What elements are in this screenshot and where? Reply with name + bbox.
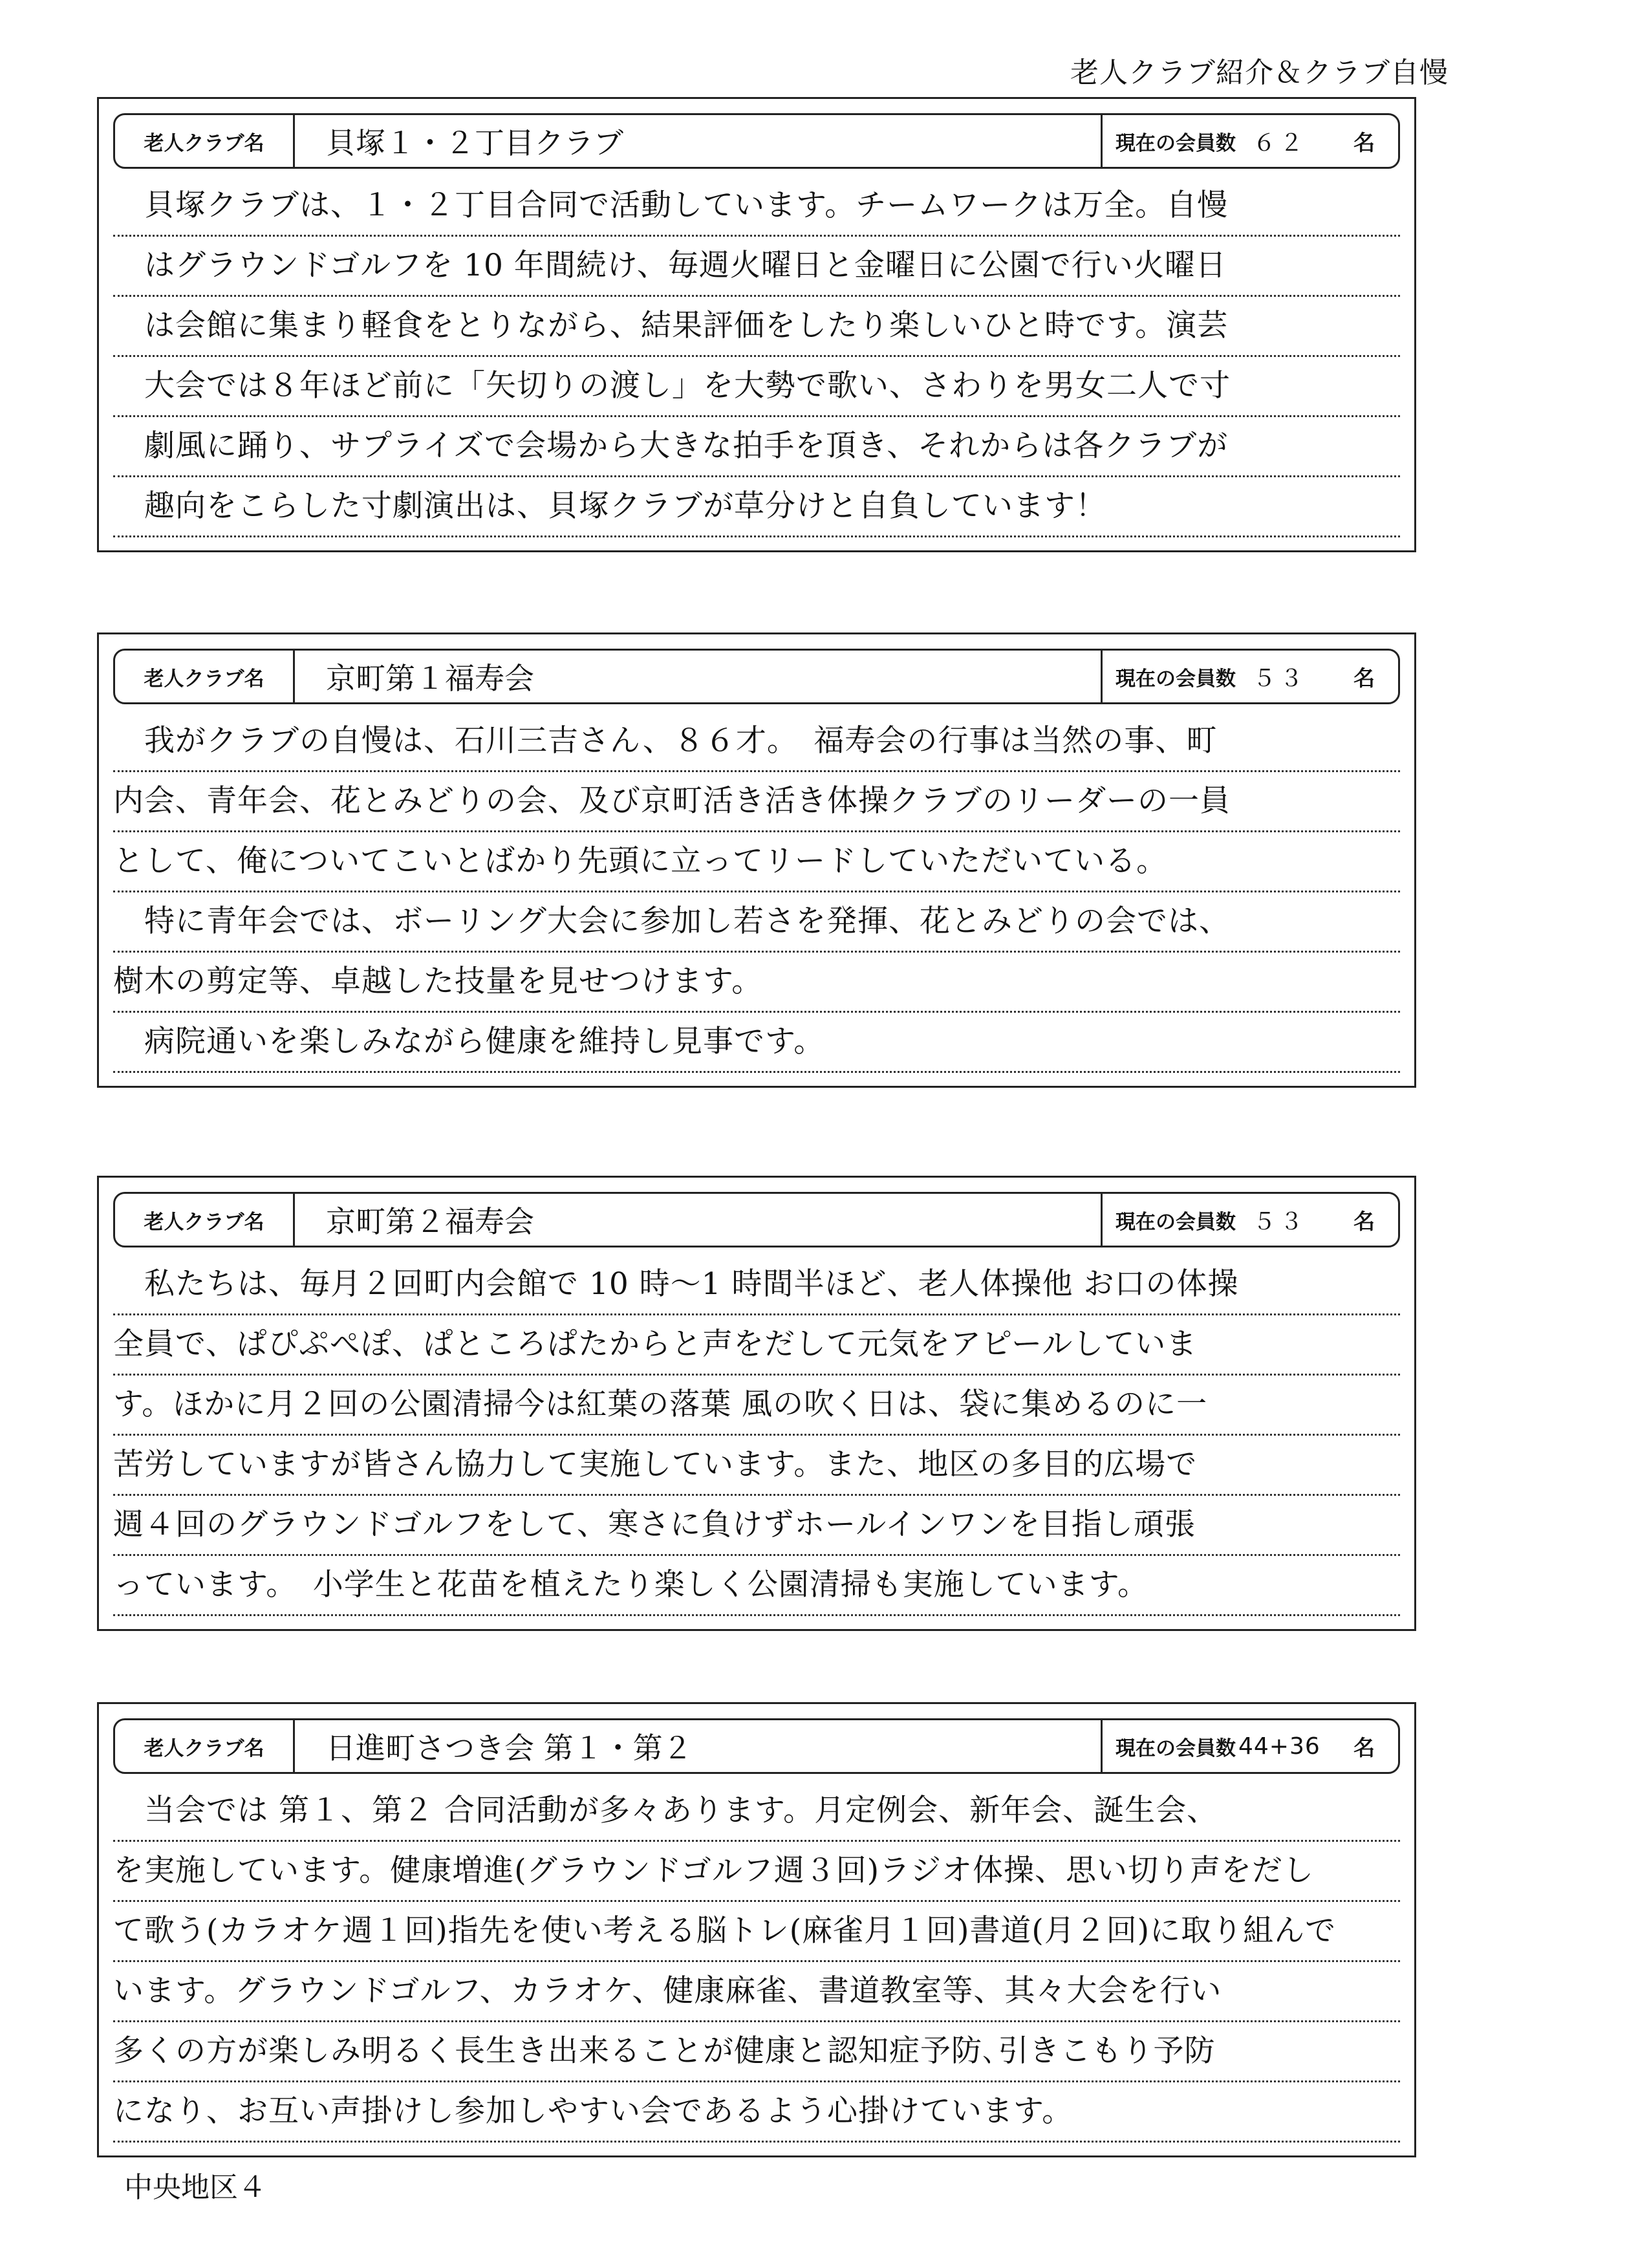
member-count-value: 44+36 <box>1238 1733 1320 1760</box>
text-line: は会館に集まり軽食をとりながら、結果評価をしたり楽しいひと時です。演芸 <box>113 297 1400 357</box>
text-line: 我がクラブの自慢は、石川三吉さん、８６才。 福寿会の行事は当然の事、町 <box>113 712 1400 772</box>
club-description <box>113 712 1400 1073</box>
club-name: 京町第１福寿会 <box>326 661 534 696</box>
club-header <box>113 113 1400 169</box>
text-line: す。ほかに月２回の公園清掃今は紅葉の落葉 風の吹く日は、袋に集めるのに一 <box>113 1376 1400 1436</box>
text-line: います。グラウンドゴルフ、カラオケ、健康麻雀、書道教室等、其々大会を行い <box>113 1962 1400 2022</box>
text-line: 苦労していますが皆さん協力して実施しています。また、地区の多目的広場で <box>113 1436 1400 1496</box>
club-name: 貝塚１・２丁目クラブ <box>326 125 623 160</box>
member-count <box>1101 115 1398 167</box>
club-name: 京町第２福寿会 <box>326 1204 534 1239</box>
text-line: 趣向をこらした寸劇演出は、貝塚クラブが草分けと自負しています！ <box>113 477 1400 537</box>
text-line: っています。 小学生と花苗を植えたり楽しく公園清掃も実施しています。 <box>113 1556 1400 1616</box>
member-count <box>1101 1720 1398 1772</box>
club-header <box>113 1718 1400 1774</box>
text-line: 貝塚クラブは、１・２丁目合同で活動しています。チームワークは万全。自慢 <box>113 177 1400 237</box>
club-name-label: 老人クラブ名 <box>115 1194 295 1246</box>
club-description <box>113 1782 1400 2143</box>
text-line: 多くの方が楽しみ明るく長生き出来ることが健康と認知症予防､引きこもり予防 <box>113 2022 1400 2082</box>
page-footer: 中央地区４ <box>124 2171 266 2204</box>
text-line: 樹木の剪定等、卓越した技量を見せつけます。 <box>113 953 1400 1013</box>
club-description <box>113 1255 1400 1616</box>
club-name-label: 老人クラブ名 <box>115 651 295 702</box>
member-count <box>1101 1194 1398 1246</box>
member-count-value: ５３ <box>1253 1208 1308 1235</box>
member-count-label: 現在の会員数 <box>1116 1210 1236 1234</box>
club-description <box>113 177 1400 537</box>
text-line: 週４回のグラウンドゴルフをして、寒さに負けずホールインワンを目指し頑張 <box>113 1496 1400 1556</box>
member-count-label: 現在の会員数 <box>1116 131 1236 155</box>
member-count-unit: 名 <box>1353 1734 1375 1760</box>
text-line: 病院通いを楽しみながら健康を維持し見事です。 <box>113 1013 1400 1073</box>
text-line: を実施しています。健康増進(グラウンドゴルフ週３回)ラジオ体操、思い切り声をだし <box>113 1842 1400 1902</box>
club-name-label: 老人クラブ名 <box>115 115 295 167</box>
member-count-label: 現在の会員数 <box>1116 667 1236 691</box>
text-line: として、俺についてこいとばかり先頭に立ってリードしていただいている。 <box>113 832 1400 892</box>
member-count-unit: 名 <box>1353 665 1375 691</box>
text-line: 全員で、ぱぴぷぺぽ、ぱところぱたからと声をだして元気をアピールしていま <box>113 1315 1400 1376</box>
club-header <box>113 649 1400 704</box>
member-count-label: 現在の会員数 <box>1116 1736 1236 1760</box>
member-count-value: ５３ <box>1253 665 1308 692</box>
text-line: 特に青年会では、ボーリング大会に参加し若さを発揮、花とみどりの会では、 <box>113 892 1400 953</box>
member-count-unit: 名 <box>1353 1208 1375 1234</box>
member-count <box>1101 651 1398 702</box>
page-title: 老人クラブ紹介＆クラブ自慢 <box>1070 56 1449 89</box>
club-card-nisshin-satsuki <box>97 1702 1416 2157</box>
club-card-kyomachi-1 <box>97 632 1416 1088</box>
text-line: になり、お互い声掛けし参加しやすい会であるよう心掛けています。 <box>113 2082 1400 2143</box>
text-line: 劇風に踊り、サプライズで会場から大きな拍手を頂き、それからは各クラブが <box>113 417 1400 477</box>
text-line: て歌う(カラオケ週１回)指先を使い考える脳トレ(麻雀月１回)書道(月２回)に取り組んで <box>113 1902 1400 1962</box>
member-count-value: ６２ <box>1253 129 1308 157</box>
text-line: 当会では 第１、第２ 合同活動が多々あります。月定例会、新年会、誕生会、 <box>113 1782 1400 1842</box>
member-count-unit: 名 <box>1353 129 1375 155</box>
text-line: 内会、青年会、花とみどりの会、及び京町活き活き体操クラブのリーダーの一員 <box>113 772 1400 832</box>
text-line: 大会では８年ほど前に「矢切りの渡し」を大勢で歌い、さわりを男女二人で寸 <box>113 357 1400 417</box>
text-line: はグラウンドゴルフを 10 年間続け、毎週火曜日と金曜日に公園で行い火曜日 <box>113 237 1400 297</box>
text-line: 私たちは、毎月２回町内会館で 10 時～1 時間半ほど、老人体操他 お口の体操 <box>113 1255 1400 1315</box>
club-card-kyomachi-2 <box>97 1176 1416 1631</box>
club-name-label: 老人クラブ名 <box>115 1720 295 1772</box>
club-card-kaizuka <box>97 97 1416 552</box>
club-header <box>113 1192 1400 1247</box>
club-name: 日進町さつき会 第１・第２ <box>326 1731 693 1766</box>
